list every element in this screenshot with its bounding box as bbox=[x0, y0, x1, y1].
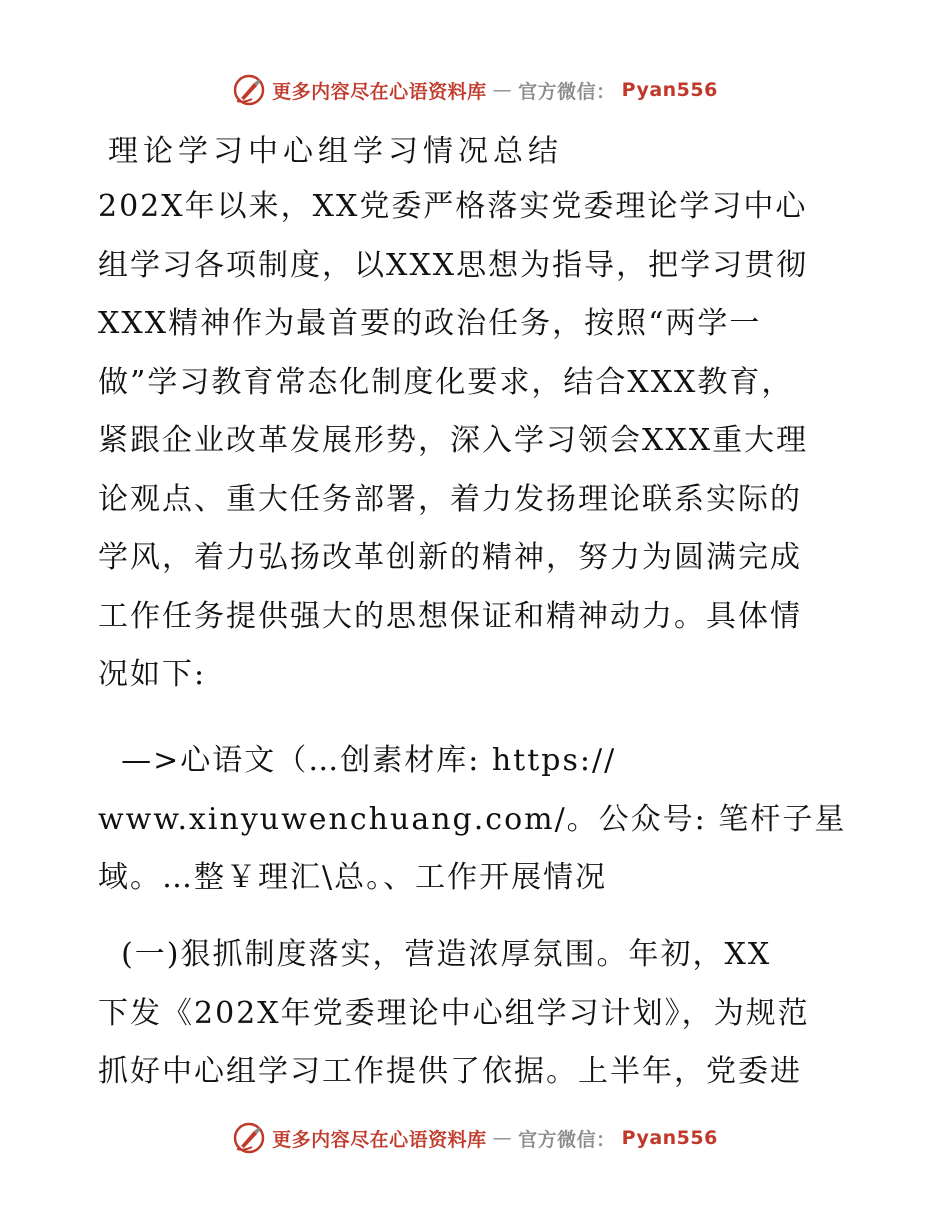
paragraph-line: 下发《202X年党委理论中心组学习计划》，为规范 bbox=[98, 995, 810, 1031]
quill-pen-logo-icon bbox=[232, 73, 266, 107]
watermark-label: 官方微信： bbox=[518, 1128, 616, 1151]
watermark-separator: — bbox=[492, 1127, 513, 1149]
paragraph-line: 组学习各项制度，以XXX思想为指导，把学习贯彻 bbox=[98, 247, 809, 283]
watermark-label: 官方微信： bbox=[518, 80, 616, 103]
paragraph-subsection-one bbox=[98, 926, 858, 1102]
document-title: 理论学习中心组学习情况总结 bbox=[108, 134, 563, 169]
watermark-banner-top bbox=[0, 70, 950, 110]
watermark-highlight: 更多内容尽在心语资料库 bbox=[272, 1128, 487, 1151]
paragraph-line: XXX精神作为最首要的政治任务，按照“两学一 bbox=[98, 306, 762, 341]
paragraph-line: 做”学习教育常态化制度化要求，结合XXX教育， bbox=[98, 364, 794, 400]
paragraph-line: 论观点、重大任务部署，着力发扬理论联系实际的 bbox=[98, 481, 802, 517]
watermark-separator: — bbox=[492, 79, 513, 101]
paragraph-line: 域。…整￥理汇\总。、工作开展情况 bbox=[98, 860, 608, 895]
paragraph-line: 202X年以来，XX党委严格落实党委理论学习中心 bbox=[98, 189, 808, 224]
paragraph-line: (一)狠抓制度落实，营造浓厚氛围。年初，XX bbox=[98, 937, 772, 972]
paragraph-line: 工作任务提供强大的思想保证和精神动力。具体情 bbox=[98, 598, 802, 634]
paragraph-line: 抓好中心组学习工作提供了依据。上半年，党委进 bbox=[98, 1054, 802, 1089]
paragraph-line: 学风，着力弘扬改革创新的精神，努力为圆满完成 bbox=[98, 540, 802, 575]
watermark-account: Pyan556 bbox=[621, 1127, 718, 1149]
paragraph-line: 紧跟企业改革发展形势，深入学习领会XXX重大理 bbox=[98, 423, 809, 458]
paragraph-line: 况如下: bbox=[98, 657, 207, 692]
paragraph-intro bbox=[98, 178, 858, 705]
watermark-highlight: 更多内容尽在心语资料库 bbox=[272, 80, 487, 103]
paragraph-section-heading bbox=[98, 732, 858, 908]
watermark-banner-bottom bbox=[0, 1118, 950, 1158]
paragraph-line: www.xinyuwenchuang.com/。公众号: 笔杆子星 bbox=[98, 801, 847, 837]
paragraph-line: —>心语文（…创素材库: https:// bbox=[98, 743, 617, 778]
quill-pen-logo-icon bbox=[232, 1121, 266, 1155]
watermark-account: Pyan556 bbox=[621, 79, 718, 101]
